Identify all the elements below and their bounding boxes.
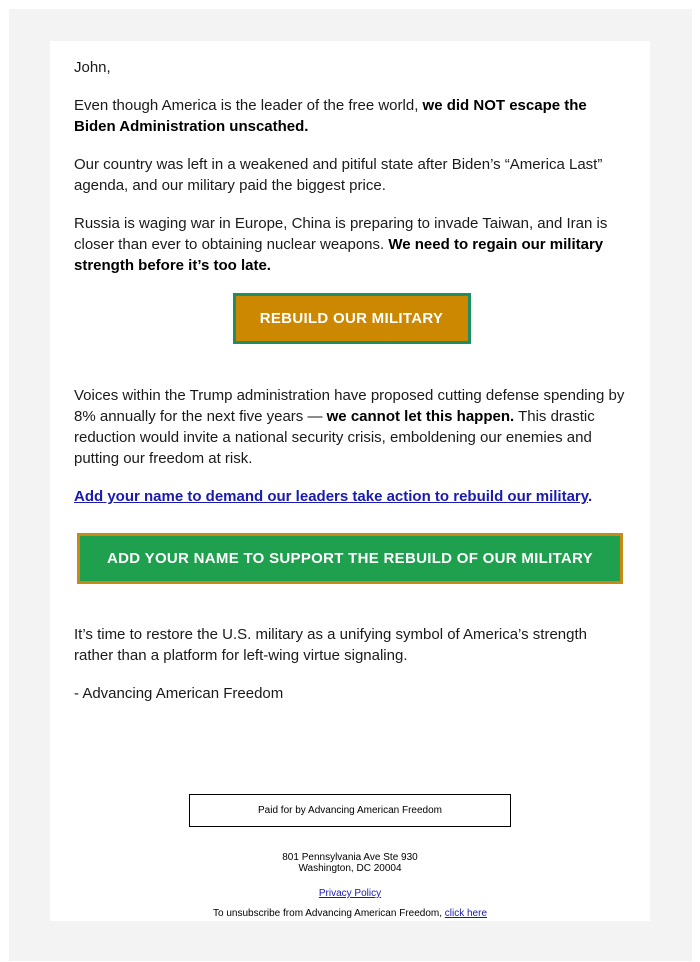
paragraph-1-bold: we did NOT escape the Biden Administration unscathed. bbox=[74, 97, 587, 135]
privacy-policy-link[interactable]: Privacy Policy bbox=[318, 888, 382, 899]
cta-link-period: . bbox=[587, 488, 593, 505]
paragraph-4-text-b: This drastic reduction would invite a national security crisis, emboldening our enemies and putting our freedom at risk. bbox=[74, 408, 595, 467]
address-line-1: 801 Pennsylvania Ave Ste 930 bbox=[282, 852, 418, 863]
email-footer bbox=[50, 794, 650, 919]
privacy-row bbox=[50, 888, 650, 899]
paragraph-1 bbox=[74, 95, 629, 137]
unsubscribe-text: To unsubscribe from Advancing American Freedom, bbox=[212, 908, 445, 919]
signature: - Advancing American Freedom bbox=[74, 685, 284, 702]
paragraph-3 bbox=[74, 213, 629, 276]
add-name-link[interactable]: Add your name to demand our leaders take action to rebuild our military bbox=[74, 488, 588, 505]
rebuild-military-button[interactable]: REBUILD OUR MILITARY bbox=[233, 293, 471, 344]
paragraph-1-text: Even though America is the leader of the free world, bbox=[74, 97, 423, 114]
paragraph-5: It’s time to restore the U.S. military as a unifying symbol of America’s strength rather than a platform for left-wing virtue signaling. bbox=[74, 626, 587, 664]
address-line-2: Washington, DC 20004 bbox=[298, 863, 402, 874]
paragraph-3-bold: We need to regain our military strength before it’s too late. bbox=[74, 236, 604, 274]
paragraph-3-text: Russia is waging war in Europe, China is preparing to invade Taiwan, and Iran is closer than ever to obtaining nuclear weapons. bbox=[74, 215, 608, 253]
paragraph-2: Our country was left in a weakened and pitiful state after Biden’s “America Last” agenda, and our military paid the biggest price. bbox=[74, 156, 603, 194]
unsubscribe-link[interactable]: click here bbox=[444, 908, 488, 919]
unsubscribe-row bbox=[50, 908, 650, 919]
cta-paragraph bbox=[74, 486, 629, 507]
paragraph-4-text-a: Voices within the Trump administration have proposed cutting defense spending by 8% annually for the next five years — bbox=[74, 387, 625, 425]
rebuild-button-row bbox=[74, 293, 629, 344]
greeting: John, bbox=[74, 59, 111, 76]
add-your-name-button[interactable]: ADD YOUR NAME TO SUPPORT THE REBUILD OF OUR MILITARY bbox=[77, 533, 623, 584]
email-body bbox=[74, 57, 629, 721]
paragraph-4-bold: we cannot let this happen. bbox=[326, 408, 515, 425]
paragraph-4 bbox=[74, 385, 629, 469]
paid-for-disclaimer: Paid for by Advancing American Freedom bbox=[189, 794, 511, 827]
